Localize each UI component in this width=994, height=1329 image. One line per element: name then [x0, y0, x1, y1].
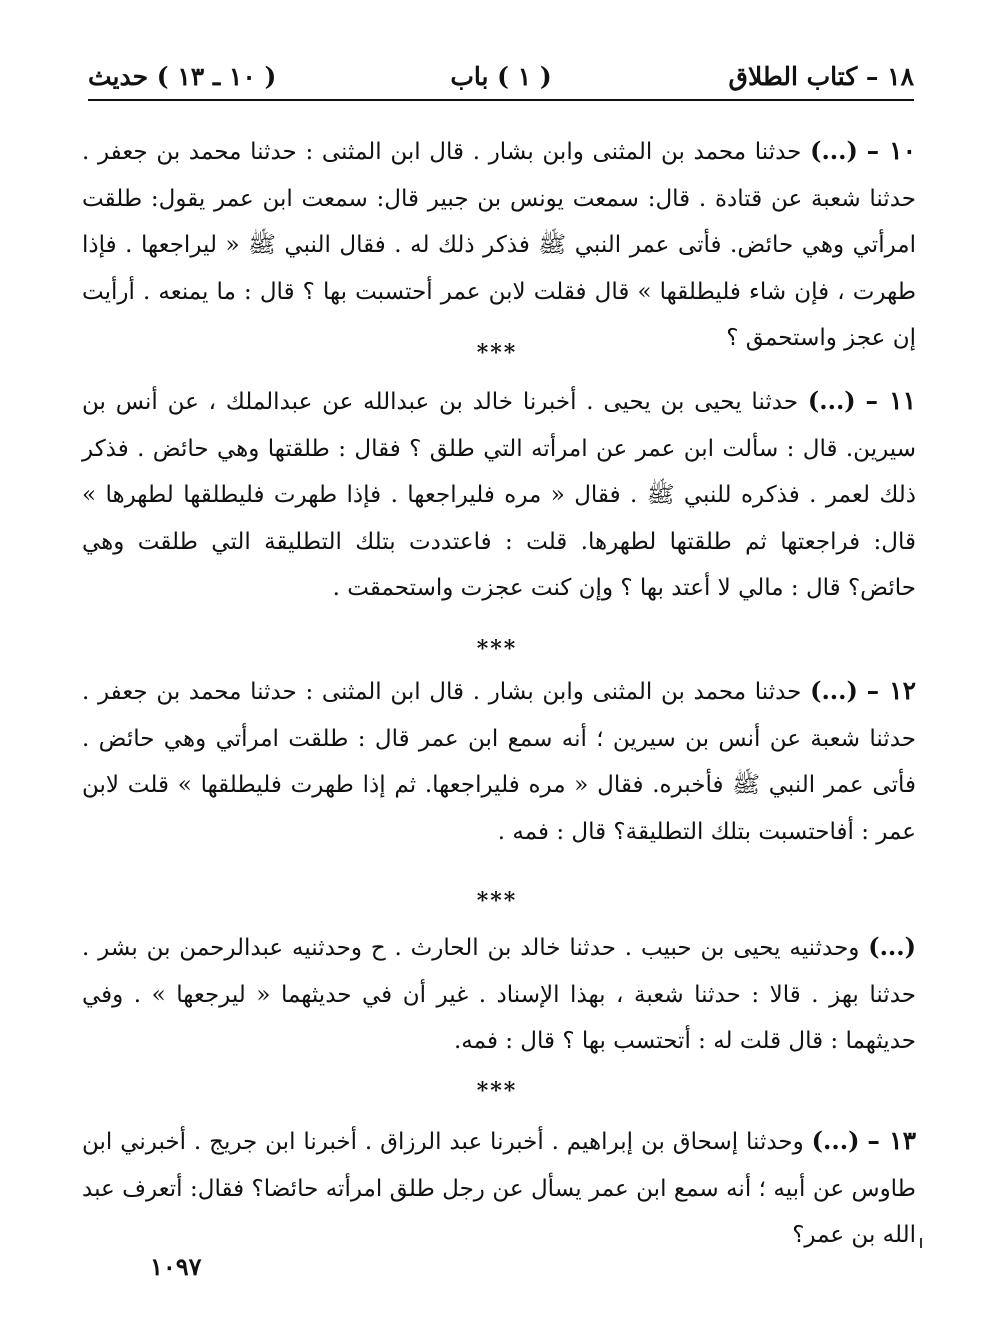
header-rule — [88, 99, 914, 101]
hadith-text: وحدثنا إسحاق بن إبراهيم . أخبرنا عبد الرزاق . أخبرنا ابن جريج . أخبرني ابن طاوس عن أبيه ؛ أنه سمع ابن عمر يسأل عن رجل طلق امرأته حائضا؟ فقال: أتعرف عبد الله بن عمر؟ — [82, 1129, 916, 1248]
chapter-label: ( ١ ) باب — [450, 62, 552, 91]
hadith-12-variant — [82, 924, 916, 1065]
hadith-ref: (...) — [810, 136, 858, 165]
hadith-ref: (...) — [868, 932, 916, 961]
hadith-text: حدثنا محمد بن المثنى وابن بشار . قال ابن المثنى : حدثنا محمد بن جعفر . حدثنا شعبة عن قتادة . قال: سمعت يونس بن جبير قال: سمعت ابن عمر يقول: طلقت امرأتي وهي حائض. فأتى عمر النبي ﷺ فذكر ذلك له . فقال النبي ﷺ « ليراجعها . فإذا طهرت ، فإن شاء فليطلقها » قال فقلت لابن عمر أحتسبت بها ؟ قال : ما يمنعه . أرأيت إن عجز واستحمق ؟ — [82, 139, 917, 351]
separator-4: *** — [476, 1078, 518, 1104]
page-header — [88, 58, 914, 102]
hadith-10 — [82, 128, 916, 362]
hadith-number: ١١ – — [865, 386, 917, 415]
hadith-text: وحدثنيه يحيى بن حبيب . حدثنا خالد بن الحارث . ح وحدثنيه عبدالرحمن بن بشر . حدثنا بهز . قالا : حدثنا شعبة ، بهذا الإسناد . غير أن في حديثهما « ليرجعها » . وفي حديثهما : قال قلت له : أتحتسب بها ؟ قال : فمه. — [82, 935, 916, 1054]
hadith-number: ١٢ – — [866, 676, 916, 705]
hadith-ref: (...) — [807, 386, 856, 415]
hadith-number: ١٣ – — [867, 1126, 917, 1155]
separator-3: *** — [476, 888, 518, 914]
hadith-11 — [82, 378, 916, 612]
separator-2: *** — [476, 636, 518, 662]
margin-mark — [920, 1238, 922, 1248]
hadith-text: حدثنا محمد بن المثنى وابن بشار . قال ابن المثنى : حدثنا محمد بن جعفر . حدثنا شعبة عن أنس بن سيرين ؛ أنه سمع ابن عمر قال : طلقت امرأتي وهي حائض . فأتى عمر النبي ﷺ فأخبره. فقال « مره فليراجعها. ثم إذا طهرت فليطلقها » قلت لابن عمر : أفاحتسبت بتلك التطليقة؟ قال : فمه . — [82, 679, 916, 845]
hadith-number: ١٠ – — [866, 136, 916, 165]
hadith-ref: (...) — [810, 676, 858, 705]
book-title: ١٨ – كتاب الطلاق — [728, 62, 914, 91]
hadith-13 — [82, 1118, 916, 1259]
hadith-text: حدثنا يحيى بن يحيى . أخبرنا خالد بن عبدالله عن عبدالملك ، عن أنس بن سيرين. قال : سألت ابن عمر عن امرأته التي طلق ؟ فقال : طلقتها وهي حائض . فذكر ذلك لعمر . فذكره للنبي ﷺ . فقال « مره فليراجعها . فإذا طهرت فليطلقها لطهرها » قال: فراجعتها ثم طلقتها لطهرها. قلت : فاعتددت بتلك التطليقة التي طلقت وهي حائض؟ قال : مالي لا أعتد بها ؟ وإن كنت عجزت واستحمقت . — [82, 389, 916, 601]
hadith-range: ( ١٠ ـ ١٣ ) حديث — [88, 62, 277, 91]
hadith-ref: (...) — [811, 1126, 860, 1155]
separator-1: *** — [476, 340, 518, 366]
page-number: ١٠٩٧ — [150, 1252, 202, 1281]
hadith-12 — [82, 668, 916, 855]
